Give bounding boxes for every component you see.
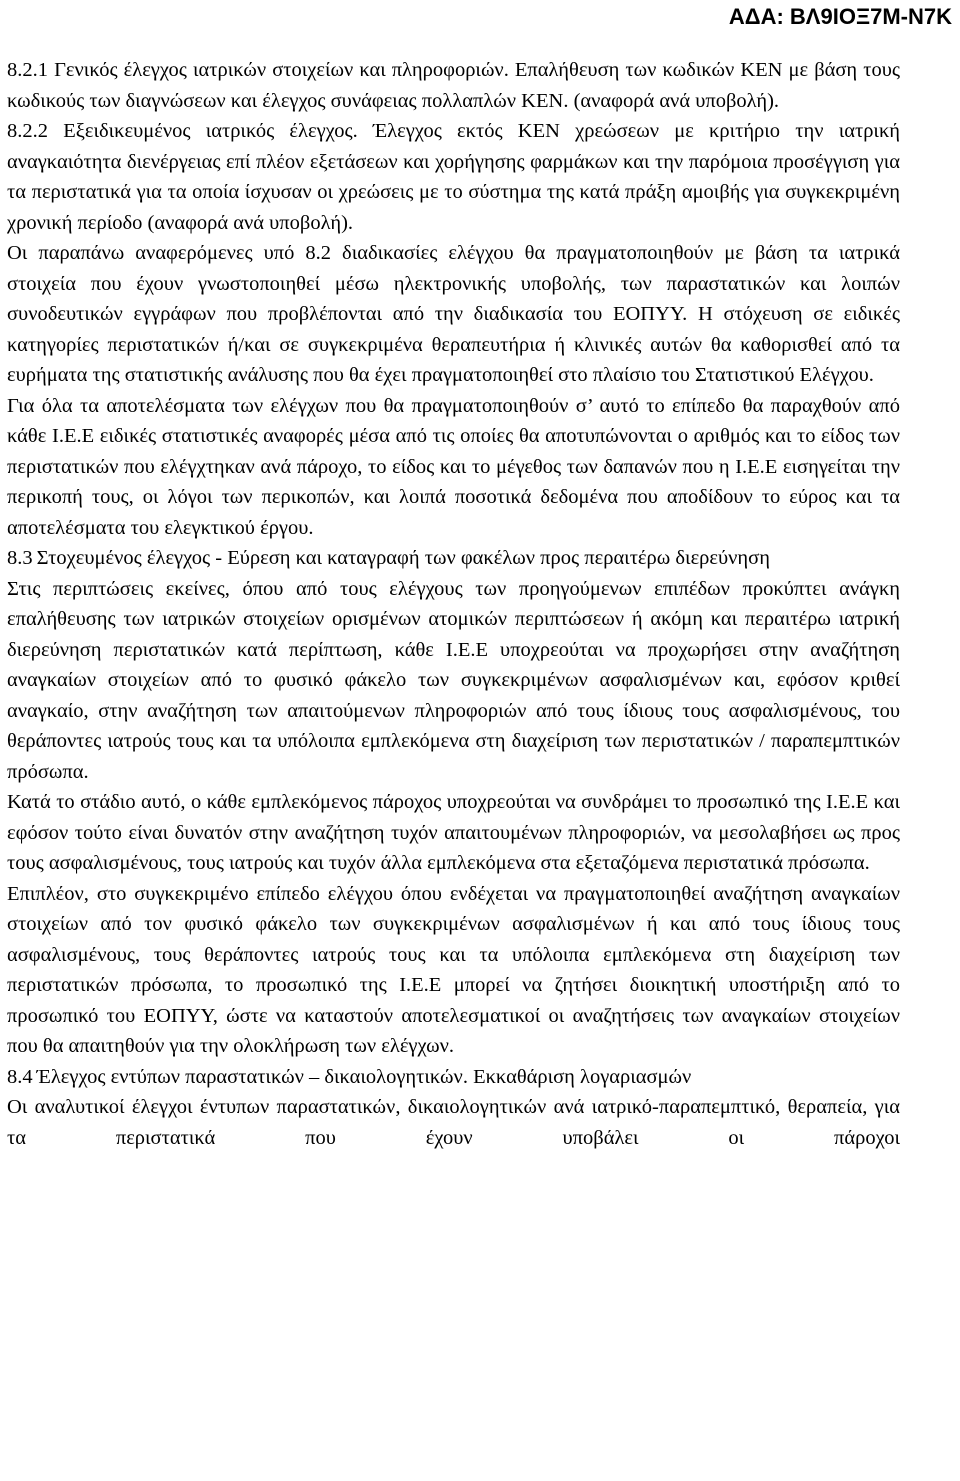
paragraph-8-3-admin-support: Επιπλέον, στο συγκεκριμένο επίπεδο ελέγχου όπου ενδέχεται να πραγματοποιηθεί αναζήτηση αναγκαίων στοιχείων από τον φυσικό φάκελο των συγκεκριμένων ασφαλισμένων ή και από τους ίδιους τους ασφαλισμένους, τους θεράποντες ιατρούς τους και τα υπόλοιπα εμπλεκόμενα στη διαχείριση των περιστατικών πρόσωπα, το προσωπικό της Ι.Ε.Ε μπορεί να ζητήσει διοικητική υποστήριξη από το προσωπικό του ΕΟΠΥΥ, ώστε να καταστούν αποτελεσματικοί οι αναζητήσεις των αναγκαίων στοιχείων που θα απαιτηθούν για την ολοκλήρωση των ελέγχων.: [7, 882, 900, 1057]
section-8-2-2: 8.2.2 Εξειδικευμένος ιατρικός έλεγχος. Έλεγχος εκτός ΚΕΝ χρεώσεων με κριτήριο την ιατρική αναγκαιότητα διενέργειας επί πλέον εξετάσεων και χορήγησης φαρμάκων και την παρόμοια προσέγγιση για τα περιστατικά για τα οποία ίσχυσαν οι χρεώσεις με το σύστημα της κατά πράξη αμοιβής για συγκεκριμένη χρονική περίοδο (αναφορά ανά υποβολή).: [7, 120, 900, 234]
heading-8-3: [7, 543, 900, 574]
paragraph-8-3-cases: Στις περιπτώσεις εκείνες, όπου από τους ελέγχους των προηγούμενων επιπέδων προκύπτει ανάγκη επαλήθευσης των ιατρικών στοιχείων ορισμένων ατομικών περιπτώσεων ή ακόμη και περαιτέρω ιατρική διερεύνηση περιστατικών κατά περίπτωση, κάθε Ι.Ε.Ε υποχρεούται να προχωρήσει στην αναζήτηση αναγκαίων στοιχείων από το φυσικό φάκελο των συγκεκριμένων ασφαλισμένων και, εφόσον κριθεί αναγκαίο, στην αναζήτηση των απαιτούμενων πληροφοριών από τους ίδιους τους ασφαλισμένους, του θεράποντες ιατρούς τους και τα υπόλοιπα εμπλεκόμενα στη διαχείριση των περιστατικών / παραπεμπτικών πρόσωπα.: [7, 577, 900, 783]
document-body: [7, 55, 900, 1153]
section-8-2-1: 8.2.1 Γενικός έλεγχος ιατρικών στοιχείων και πληροφοριών. Επαλήθευση των κωδικών ΚΕΝ με βάση τους κωδικούς των διαγνώσεων και έλεγχος συνάφειας πολλαπλών ΚΕΝ. (αναφορά ανά υποβολή).: [7, 59, 900, 112]
ada-code: ΑΔΑ: ΒΛ9ΙΟΞ7Μ-Ν7Κ: [728, 4, 952, 29]
heading-8-4-title: Έλεγχος εντύπων παραστατικών – δικαιολογητικών. Εκκαθάριση λογαριασμών: [36, 1065, 692, 1088]
paragraph-8-4-detailed-checks: Οι αναλυτικοί έλεγχοι έντυπων παραστατικών, δικαιολογητικών ανά ιατρικό-παραπεμπτικό, θεραπεία, για τα περιστατικά που έχουν υποβάλει οι πάροχοι: [7, 1096, 900, 1149]
paragraph-8-3-provider-support: Κατά το στάδιο αυτό, ο κάθε εμπλεκόμενος πάροχος υποχρεούται να συνδράμει το προσωπικό της Ι.Ε.Ε και εφόσον τούτο είναι δυνατόν στην αναζήτηση τυχόν απαιτουμένων πληροφοριών, να μεσολαβήσει ως προς τους ασφαλισμένους, τους ιατρούς και τυχόν άλλα εμπλεκόμενα στα εξεταζόμενα περιστατικά πρόσωπα.: [7, 791, 900, 874]
heading-8-4-number: 8.4: [7, 1065, 33, 1088]
heading-8-4: [7, 1062, 900, 1093]
paragraph-control-procedures: Οι παραπάνω αναφερόμενες υπό 8.2 διαδικασίες ελέγχου θα πραγματοποιηθούν με βάση τα ιατρικά στοιχεία που έχουν γνωστοποιηθεί μέσω ηλεκτρονικής υποβολής, των παραστατικών και λοιπών συνοδευτικών εγγράφων που προβλέπονται από την διαδικασία του ΕΟΠΥΥ. Η στόχευση σε ειδικές κατηγορίες περιστατικών ή/και σε συγκεκριμένα θεραπευτήρια ή κλινικές αυτών θα καθορισθεί από τα ευρήματα της στατιστικής ανάλυσης που θα έχει πραγματοποιηθεί στο πλαίσιο του Στατιστικού Ελέγχου.: [7, 242, 900, 386]
heading-8-3-title: Στοχευμένος έλεγχος - Εύρεση και καταγραφή των φακέλων προς περαιτέρω διερεύνηση: [36, 547, 770, 569]
paragraph-control-results: Για όλα τα αποτελέσματα των ελέγχων που θα πραγματοποιηθούν σ’ αυτό το επίπεδο θα παραχθούν από κάθε Ι.Ε.Ε ειδικές στατιστικές αναφορές μέσα από τις οποίες θα αποτυπώνονται ο αριθμός και το είδος των περιστατικών που ελέγχτηκαν ανά πάροχο, το είδος και το μέγεθος των δαπανών που η Ι.Ε.Ε εισηγείται την περικοπή τους, οι λόγοι των περικοπών, και λοιπά ποσοτικά δεδομένα που αποδίδουν το εύρος και τα αποτελέσματα του ελεγκτικού έργου.: [7, 394, 900, 539]
heading-8-3-number: 8.3: [7, 547, 33, 569]
